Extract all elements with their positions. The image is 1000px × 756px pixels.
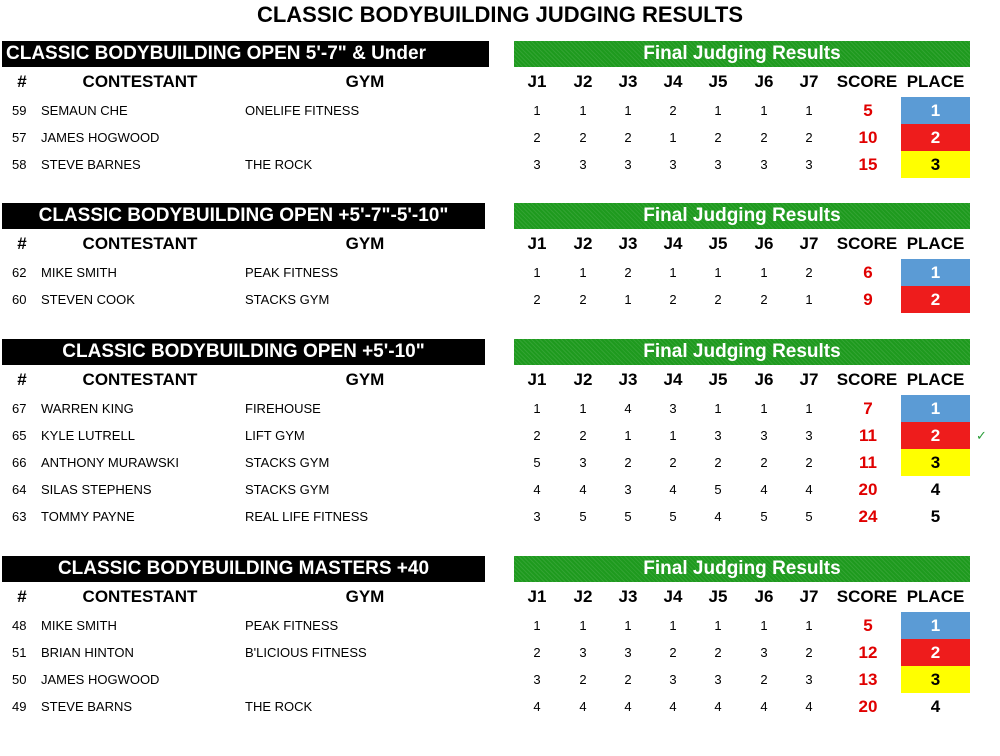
header-number: # <box>17 72 27 91</box>
judge-score: 2 <box>805 265 813 280</box>
judge-score: 2 <box>533 292 541 307</box>
contestant-name: MIKE SMITH <box>41 265 117 280</box>
final-results-banner: Final Judging Results <box>514 203 970 229</box>
judge-score: 2 <box>805 645 813 660</box>
contestant-name: ANTHONY MURAWSKI <box>41 455 179 470</box>
judge-score: 2 <box>760 130 768 145</box>
table-row <box>0 259 1000 286</box>
judge-score: 2 <box>760 455 768 470</box>
total-score: 11 <box>859 426 877 445</box>
header-judge: J3 <box>618 234 638 253</box>
gym-name: FIREHOUSE <box>245 401 321 416</box>
header-judge: J6 <box>754 370 774 389</box>
total-score: 10 <box>858 128 878 147</box>
header-judge: J4 <box>663 587 683 606</box>
judge-score: 4 <box>624 699 632 714</box>
judge-score: 2 <box>624 265 632 280</box>
judge-score: 3 <box>714 157 722 172</box>
judge-score: 4 <box>579 482 587 497</box>
judge-score: 4 <box>805 482 813 497</box>
contestant-number: 57 <box>12 130 27 145</box>
header-judge: J5 <box>708 370 728 389</box>
judge-score: 2 <box>533 428 541 443</box>
judge-score: 3 <box>805 672 813 687</box>
header-judge: J6 <box>754 72 774 91</box>
judge-score: 4 <box>760 699 768 714</box>
place-badge: 5 <box>930 507 941 526</box>
header-place: PLACE <box>906 370 965 389</box>
place-badge: 1 <box>901 395 970 422</box>
final-results-banner: Final Judging Results <box>514 556 970 582</box>
header-number: # <box>17 370 27 389</box>
judge-score: 2 <box>714 455 722 470</box>
header-score: SCORE <box>836 234 898 253</box>
header-score: SCORE <box>836 370 898 389</box>
header-judge: J7 <box>799 587 819 606</box>
judge-score: 3 <box>760 157 768 172</box>
judge-score: 5 <box>669 509 677 524</box>
gym-name: ONELIFE FITNESS <box>245 103 360 118</box>
judge-score: 1 <box>714 618 722 633</box>
header-judge: J2 <box>573 72 593 91</box>
judge-score: 2 <box>669 645 677 660</box>
judge-score: 2 <box>624 455 632 470</box>
judge-score: 1 <box>624 618 632 633</box>
header-judge: J7 <box>799 370 819 389</box>
contestant-number: 60 <box>12 292 27 307</box>
judge-score: 3 <box>669 401 677 416</box>
place-badge: 2 <box>901 639 970 666</box>
judge-score: 2 <box>669 103 677 118</box>
judge-score: 1 <box>669 618 677 633</box>
judge-score: 1 <box>579 618 587 633</box>
judge-score: 2 <box>533 645 541 660</box>
table-row <box>0 97 1000 124</box>
judge-score: 1 <box>669 428 677 443</box>
table-row <box>0 395 1000 422</box>
place-badge: 1 <box>901 97 970 124</box>
judge-score: 2 <box>760 292 768 307</box>
contestant-name: STEVEN COOK <box>41 292 135 307</box>
judge-score: 2 <box>579 428 587 443</box>
header-judge: J3 <box>618 72 638 91</box>
judge-score: 1 <box>714 401 722 416</box>
table-row <box>0 449 1000 476</box>
contestant-name: STEVE BARNES <box>41 157 141 172</box>
judge-score: 1 <box>533 401 541 416</box>
header-number: # <box>17 234 27 253</box>
header-judge: J3 <box>618 587 638 606</box>
judge-score: 1 <box>760 103 768 118</box>
table-row <box>0 693 1000 720</box>
judge-score: 2 <box>624 130 632 145</box>
contestant-name: KYLE LUTRELL <box>41 428 135 443</box>
header-judge: J4 <box>663 72 683 91</box>
contestant-name: JAMES HOGWOOD <box>41 672 160 687</box>
contestant-name: MIKE SMITH <box>41 618 117 633</box>
judge-score: 1 <box>579 401 587 416</box>
header-score: SCORE <box>836 587 898 606</box>
header-judge: J7 <box>799 234 819 253</box>
judge-score: 2 <box>714 292 722 307</box>
contestant-number: 67 <box>12 401 27 416</box>
contestant-number: 51 <box>12 645 27 660</box>
judge-score: 1 <box>805 401 813 416</box>
header-contestant: CONTESTANT <box>82 234 198 253</box>
header-judge: J2 <box>573 234 593 253</box>
header-judge: J6 <box>754 234 774 253</box>
place-badge: 3 <box>901 666 970 693</box>
judge-score: 2 <box>533 130 541 145</box>
judge-score: 1 <box>533 618 541 633</box>
contestant-name: JAMES HOGWOOD <box>41 130 160 145</box>
judge-score: 5 <box>533 455 541 470</box>
judge-score: 3 <box>669 672 677 687</box>
header-judge: J2 <box>573 587 593 606</box>
total-score: 5 <box>863 101 873 120</box>
category-banner: CLASSIC BODYBUILDING OPEN +5'-10" <box>2 339 485 365</box>
header-judge: J3 <box>618 370 638 389</box>
contestant-number: 48 <box>12 618 27 633</box>
judge-score: 2 <box>714 130 722 145</box>
header-number: # <box>17 587 27 606</box>
judge-score: 5 <box>805 509 813 524</box>
judge-score: 1 <box>533 265 541 280</box>
total-score: 13 <box>858 670 878 689</box>
total-score: 9 <box>863 290 873 309</box>
gym-name: THE ROCK <box>245 157 313 172</box>
contestant-name: BRIAN HINTON <box>41 645 134 660</box>
contestant-number: 66 <box>12 455 27 470</box>
judge-score: 1 <box>669 130 677 145</box>
place-badge: 2 <box>901 422 970 449</box>
contestant-name: SEMAUN CHE <box>41 103 128 118</box>
header-place: PLACE <box>906 587 965 606</box>
gym-name <box>245 666 485 693</box>
judge-score: 4 <box>579 699 587 714</box>
judge-score: 4 <box>714 699 722 714</box>
judge-score: 2 <box>805 130 813 145</box>
total-score: 7 <box>863 399 873 418</box>
page-title: CLASSIC BODYBUILDING JUDGING RESULTS <box>256 2 744 27</box>
judge-score: 2 <box>579 292 587 307</box>
judge-score: 4 <box>533 482 541 497</box>
table-row <box>0 476 1000 503</box>
judge-score: 4 <box>805 699 813 714</box>
table-row <box>0 503 1000 530</box>
judge-score: 3 <box>533 157 541 172</box>
total-score: 20 <box>858 697 878 716</box>
total-score: 5 <box>863 616 873 635</box>
header-judge: J1 <box>527 370 547 389</box>
place-badge: 3 <box>901 449 970 476</box>
judge-score: 2 <box>805 455 813 470</box>
judge-score: 1 <box>624 103 632 118</box>
header-judge: J5 <box>708 587 728 606</box>
judge-score: 3 <box>805 157 813 172</box>
header-place: PLACE <box>906 234 965 253</box>
judge-score: 3 <box>760 645 768 660</box>
results-section <box>0 556 1000 736</box>
header-gym: GYM <box>345 72 385 91</box>
total-score: 6 <box>863 263 873 282</box>
judge-score: 1 <box>805 292 813 307</box>
judge-score: 2 <box>714 645 722 660</box>
contestant-name: WARREN KING <box>41 401 134 416</box>
judge-score: 1 <box>533 103 541 118</box>
header-judge: J6 <box>754 587 774 606</box>
header-judge: J1 <box>527 234 547 253</box>
judge-score: 5 <box>760 509 768 524</box>
judge-score: 1 <box>579 265 587 280</box>
place-badge: 2 <box>901 124 970 151</box>
category-banner: CLASSIC BODYBUILDING OPEN +5'-7"-5'-10" <box>2 203 485 229</box>
judge-score: 4 <box>669 482 677 497</box>
judge-score: 1 <box>669 265 677 280</box>
place-badge: 4 <box>930 480 941 499</box>
contestant-name: SILAS STEPHENS <box>41 482 152 497</box>
judge-score: 3 <box>714 428 722 443</box>
gym-name: LIFT GYM <box>245 428 305 443</box>
contestant-number: 65 <box>12 428 27 443</box>
place-badge: 4 <box>930 697 941 716</box>
header-gym: GYM <box>345 587 385 606</box>
judge-score: 1 <box>714 103 722 118</box>
contestant-number: 49 <box>12 699 27 714</box>
judge-score: 3 <box>714 672 722 687</box>
judge-score: 2 <box>579 130 587 145</box>
judge-score: 3 <box>624 482 632 497</box>
judge-score: 5 <box>624 509 632 524</box>
header-judge: J7 <box>799 72 819 91</box>
judge-score: 3 <box>805 428 813 443</box>
final-results-banner: Final Judging Results <box>514 339 970 365</box>
judge-score: 3 <box>624 645 632 660</box>
category-banner: CLASSIC BODYBUILDING OPEN 5'-7" & Under <box>2 41 489 67</box>
header-contestant: CONTESTANT <box>82 587 198 606</box>
contestant-number: 50 <box>12 672 27 687</box>
judge-score: 3 <box>624 157 632 172</box>
place-badge: 3 <box>901 151 970 178</box>
table-row <box>0 422 1000 449</box>
table-row <box>0 612 1000 639</box>
judge-score: 3 <box>533 509 541 524</box>
place-badge: 1 <box>901 259 970 286</box>
judge-score: 4 <box>714 509 722 524</box>
judge-score: 1 <box>760 401 768 416</box>
contestant-name: STEVE BARNS <box>41 699 133 714</box>
judge-score: 3 <box>669 157 677 172</box>
judge-score: 3 <box>579 645 587 660</box>
header-judge: J2 <box>573 370 593 389</box>
judge-score: 1 <box>624 292 632 307</box>
table-row <box>0 639 1000 666</box>
judge-score: 3 <box>579 455 587 470</box>
judge-score: 5 <box>579 509 587 524</box>
gym-name: STACKS GYM <box>245 455 330 470</box>
header-contestant: CONTESTANT <box>82 72 198 91</box>
judge-score: 3 <box>760 428 768 443</box>
results-section <box>0 41 1000 221</box>
judge-score: 1 <box>760 618 768 633</box>
results-section <box>0 339 1000 526</box>
place-badge: 2 <box>901 286 970 313</box>
header-judge: J4 <box>663 370 683 389</box>
header-judge: J1 <box>527 587 547 606</box>
gym-name <box>245 124 485 151</box>
header-contestant: CONTESTANT <box>82 370 198 389</box>
header-judge: J4 <box>663 234 683 253</box>
contestant-number: 62 <box>12 265 27 280</box>
judge-score: 3 <box>579 157 587 172</box>
total-score: 11 <box>859 453 877 472</box>
judge-score: 2 <box>624 672 632 687</box>
header-gym: GYM <box>345 370 385 389</box>
judge-score: 4 <box>624 401 632 416</box>
contestant-number: 59 <box>12 103 27 118</box>
contestant-number: 63 <box>12 509 27 524</box>
table-row <box>0 124 1000 151</box>
judge-score: 1 <box>760 265 768 280</box>
judge-score: 2 <box>669 292 677 307</box>
gym-name: STACKS GYM <box>245 482 330 497</box>
contestant-number: 64 <box>12 482 27 497</box>
gym-name: PEAK FITNESS <box>245 265 339 280</box>
judge-score: 1 <box>579 103 587 118</box>
gym-name: REAL LIFE FITNESS <box>245 509 369 524</box>
header-place: PLACE <box>906 72 965 91</box>
table-row <box>0 151 1000 178</box>
gym-name: PEAK FITNESS <box>245 618 339 633</box>
table-row <box>0 666 1000 693</box>
judge-score: 1 <box>805 618 813 633</box>
place-badge: 1 <box>901 612 970 639</box>
gym-name: THE ROCK <box>245 699 313 714</box>
header-score: SCORE <box>836 72 898 91</box>
judge-score: 1 <box>624 428 632 443</box>
total-score: 24 <box>858 507 878 526</box>
total-score: 12 <box>858 643 878 662</box>
contestant-number: 58 <box>12 157 27 172</box>
total-score: 20 <box>858 480 878 499</box>
judge-score: 1 <box>714 265 722 280</box>
judge-score: 4 <box>760 482 768 497</box>
total-score: 15 <box>858 155 878 174</box>
judge-score: 2 <box>579 672 587 687</box>
judge-score: 5 <box>714 482 722 497</box>
judge-score: 1 <box>805 103 813 118</box>
final-results-banner: Final Judging Results <box>514 41 970 67</box>
header-judge: J1 <box>527 72 547 91</box>
judge-score: 3 <box>533 672 541 687</box>
contestant-name: TOMMY PAYNE <box>41 509 135 524</box>
gym-name: STACKS GYM <box>245 292 330 307</box>
checkmark-icon: ✓ <box>976 428 987 443</box>
header-judge: J5 <box>708 234 728 253</box>
judge-score: 2 <box>669 455 677 470</box>
judge-score: 4 <box>669 699 677 714</box>
header-judge: J5 <box>708 72 728 91</box>
judge-score: 2 <box>760 672 768 687</box>
category-banner: CLASSIC BODYBUILDING MASTERS +40 <box>2 556 485 582</box>
judge-score: 4 <box>533 699 541 714</box>
header-gym: GYM <box>345 234 385 253</box>
gym-name: B'LICIOUS FITNESS <box>245 645 367 660</box>
table-row <box>0 286 1000 313</box>
